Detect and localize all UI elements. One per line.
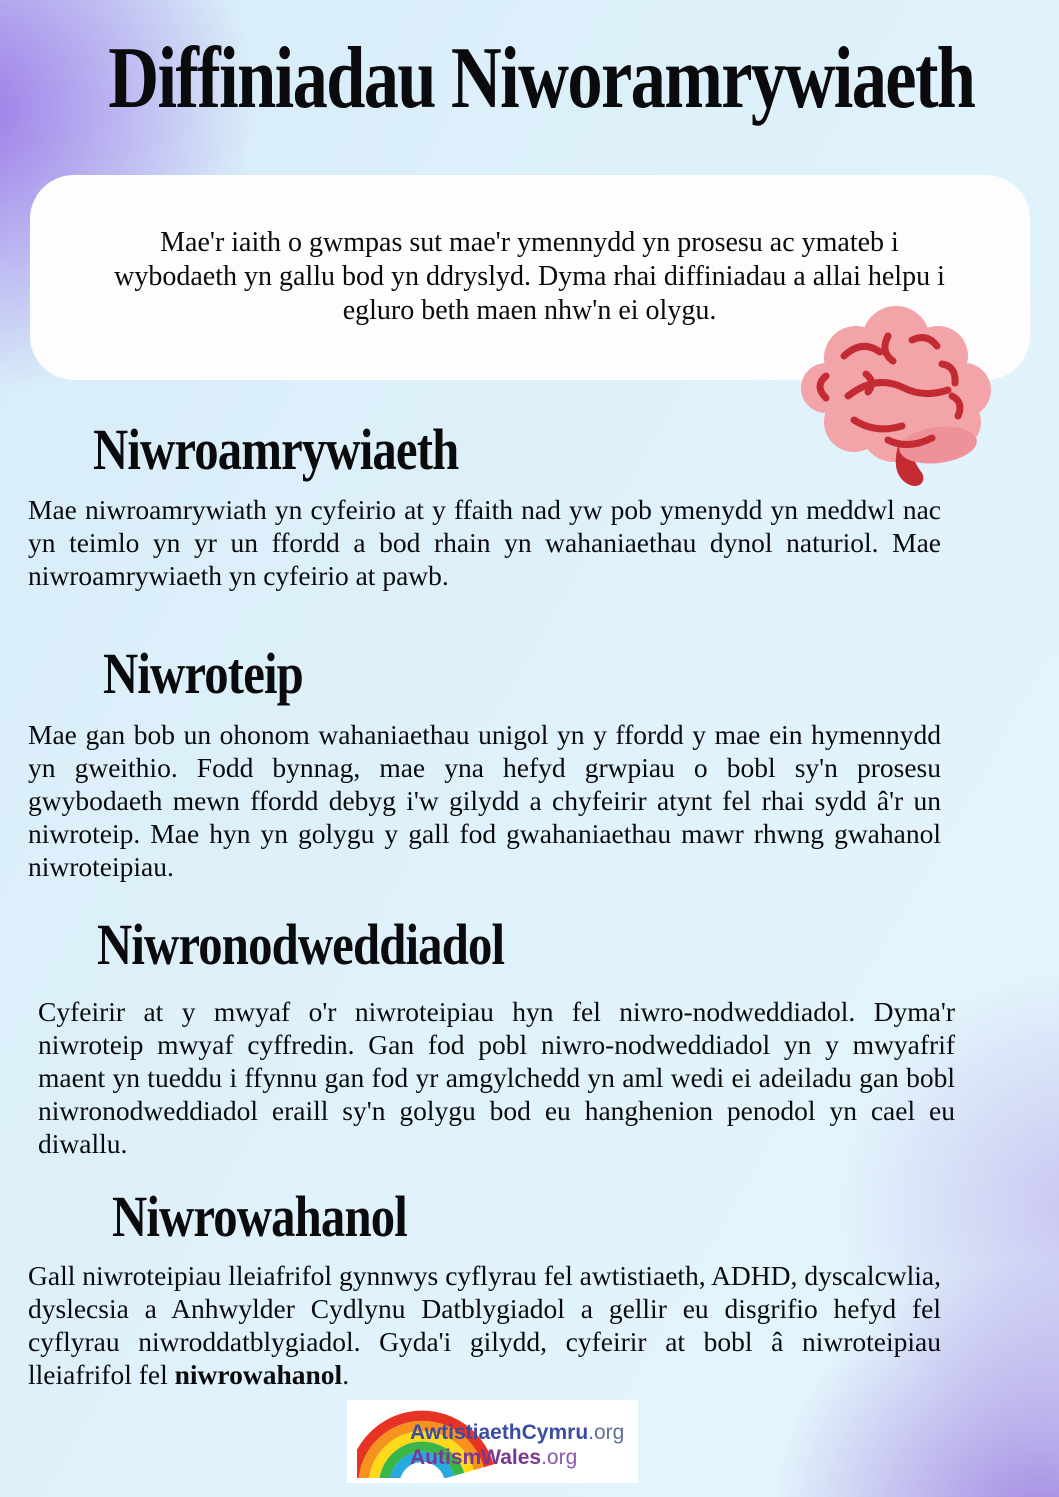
section-body: Gall niwroteipiau lleiafrifol gynnwys cyflyrau fel awtistiaeth, ADHD, dyscalcwlia, dyslecsia a Anhwylder Cydlynu Datblygiadol a gellir eu disgrifio hefyd fel cyflyrau niwroddatblygiadol. Gyda'i gilydd, cyfeirir at bobl â niwroteipiau lleiafrifol fel niwrowahanol.: [28, 1259, 941, 1390]
section-niwronodweddiadol: [0, 913, 1059, 1160]
section-body: Mae niwroamrywiath yn cyfeirio at y ffaith nad yw pob ymenydd yn meddwl nac yn teimlo yn yr un ffordd a bod rhain yn wahaniaethau dynol naturiol. Mae niwroamrywiaeth yn cyfeirio at pawb.: [28, 494, 941, 592]
logo-text: [410, 1420, 624, 1470]
page-title: Diffiniadau Niworamrywiaeth: [108, 30, 975, 127]
intro-text: Mae'r iaith o gwmpas sut mae'r ymennydd yn prosesu ac ymateb i wybodaeth yn gallu bod yn ddryslyd. Dyma rhai diffiniadau a allai helpu i egluro beth maen nhw'n ei olygu.: [114, 227, 945, 327]
section-heading: Niwroteip: [103, 641, 303, 707]
brain-illustration: [792, 300, 1004, 490]
logo-line-1: AwtistiaethCymru.org: [410, 1421, 625, 1444]
section-heading: Niwrowahanol: [112, 1183, 407, 1249]
section-niwrowahanol: [0, 1185, 1059, 1391]
section-heading: Niwronodweddiadol: [97, 912, 505, 978]
section-body: Cyfeirir at y mwyaf o'r niwroteipiau hyn fel niwro-nodweddiadol. Dyma'r niwroteip mwyaf cyffredin. Gan fod pobl niwro-nodweddiadol yn y mwyafrif maent yn tueddu i ffynnu gan fod yr amgylchedd yn aml wedi ei adeiladu gan bobl niwronodweddiadol eraill sy'n golygu bod eu hanghenion penodol yn cael eu diwallu.: [38, 995, 955, 1159]
section-niwroteip: [0, 642, 1059, 883]
logo-line-2: AutismWales.org: [410, 1446, 578, 1469]
section-heading: Niwroamrywiaeth: [93, 416, 459, 482]
autism-wales-logo: [347, 1400, 638, 1483]
brain-icon: [792, 300, 1004, 490]
section-body: Mae gan bob un ohonom wahaniaethau unigol yn y ffordd y mae ein hymennydd yn gweithio. Fodd bynnag, mae yna hefyd grwpiau o bobl sy'n prosesu gwybodaeth mewn ffordd debyg i'w gilydd a chyfeirir atynt fel rhai sydd â'r un niwroteip. Mae hyn yn golygu y gall fod gwahaniaethau mawr rhwng gwahanol niwroteipiau.: [28, 719, 941, 883]
